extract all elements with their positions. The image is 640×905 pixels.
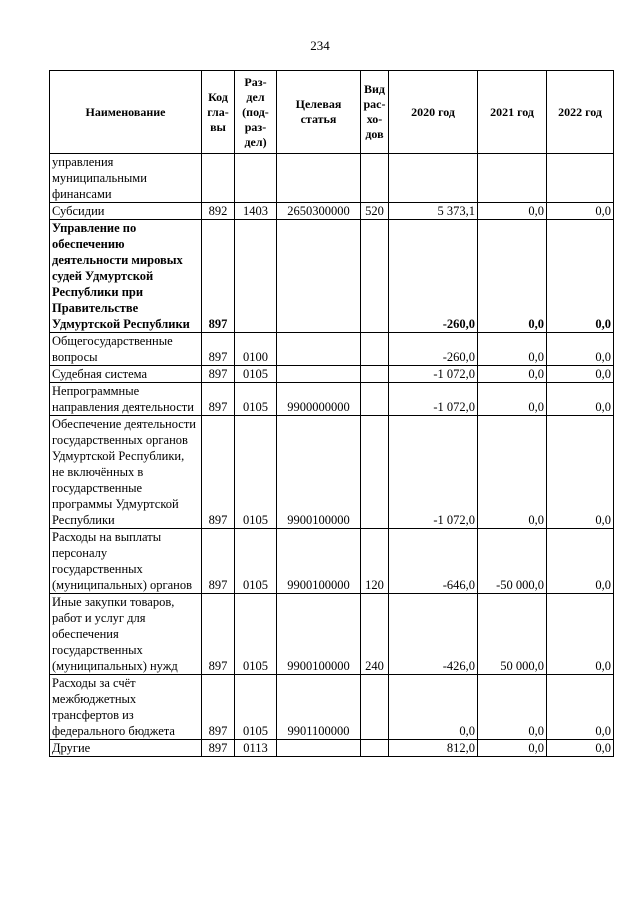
row-section-code: 0105	[235, 594, 277, 675]
row-chapter-code: 897	[202, 675, 235, 740]
row-target-article	[277, 154, 361, 203]
row-name: Непрограммные направления деятельности	[50, 383, 202, 416]
row-chapter-code: 897	[202, 740, 235, 757]
row-name: Субсидии	[50, 203, 202, 220]
row-target-article: 9900100000	[277, 594, 361, 675]
row-amount-2020: -1 072,0	[389, 416, 478, 529]
row-amount-2021: 0,0	[478, 203, 547, 220]
row-chapter-code: 897	[202, 594, 235, 675]
row-amount-2022: 0,0	[547, 740, 614, 757]
header-year-2020: 2020 год	[389, 71, 478, 154]
row-amount-2021: 0,0	[478, 675, 547, 740]
row-amount-2020: -1 072,0	[389, 383, 478, 416]
row-section-code: 0105	[235, 416, 277, 529]
row-amount-2021	[478, 154, 547, 203]
row-amount-2022: 0,0	[547, 366, 614, 383]
page-number: 234	[310, 38, 330, 53]
table-row	[50, 220, 614, 333]
row-amount-2022	[547, 154, 614, 203]
row-section-code: 1403	[235, 203, 277, 220]
row-expense-type	[361, 154, 389, 203]
table-row	[50, 740, 614, 757]
row-amount-2020: 5 373,1	[389, 203, 478, 220]
row-amount-2021: -50 000,0	[478, 529, 547, 594]
row-name: Судебная система	[50, 366, 202, 383]
row-amount-2021: 0,0	[478, 416, 547, 529]
row-chapter-code: 897	[202, 416, 235, 529]
table-row	[50, 416, 614, 529]
row-name: управления муниципальными финансами	[50, 154, 202, 203]
row-chapter-code: 892	[202, 203, 235, 220]
row-amount-2022: 0,0	[547, 416, 614, 529]
budget-table	[49, 70, 614, 757]
row-name: Обеспечение деятельности государственных органов Удмуртской Республики, не включённых в государственные программы Удмуртской Республики	[50, 416, 202, 529]
table-row	[50, 675, 614, 740]
row-target-article	[277, 366, 361, 383]
header-expense-type: Вид рас-хо-дов	[361, 71, 389, 154]
row-target-article: 9901100000	[277, 675, 361, 740]
row-section-code: 0105	[235, 529, 277, 594]
row-expense-type: 520	[361, 203, 389, 220]
row-chapter-code: 897	[202, 529, 235, 594]
row-amount-2022: 0,0	[547, 383, 614, 416]
row-chapter-code: 897	[202, 220, 235, 333]
table-row	[50, 333, 614, 366]
row-section-code: 0105	[235, 383, 277, 416]
row-chapter-code: 897	[202, 383, 235, 416]
row-amount-2020: -260,0	[389, 333, 478, 366]
row-amount-2021: 0,0	[478, 366, 547, 383]
table-row	[50, 203, 614, 220]
row-amount-2022: 0,0	[547, 203, 614, 220]
row-amount-2021: 50 000,0	[478, 594, 547, 675]
header-year-2022: 2022 год	[547, 71, 614, 154]
header-year-2021: 2021 год	[478, 71, 547, 154]
row-name: Иные закупки товаров, работ и услуг для обеспечения государственных (муниципальных) нужд	[50, 594, 202, 675]
row-amount-2020: 0,0	[389, 675, 478, 740]
row-amount-2020: -426,0	[389, 594, 478, 675]
row-expense-type	[361, 740, 389, 757]
table-row	[50, 529, 614, 594]
row-amount-2022: 0,0	[547, 675, 614, 740]
row-section-code: 0100	[235, 333, 277, 366]
row-amount-2020	[389, 154, 478, 203]
row-name: Расходы на выплаты персоналу государственных (муниципальных) органов	[50, 529, 202, 594]
row-expense-type	[361, 675, 389, 740]
row-expense-type	[361, 333, 389, 366]
row-expense-type	[361, 220, 389, 333]
row-amount-2022: 0,0	[547, 220, 614, 333]
row-expense-type: 240	[361, 594, 389, 675]
row-amount-2021: 0,0	[478, 333, 547, 366]
header-name: Наименование	[50, 71, 202, 154]
header-target-article: Целевая статья	[277, 71, 361, 154]
row-amount-2021: 0,0	[478, 740, 547, 757]
header-section-code: Раз-дел (под-раз-дел)	[235, 71, 277, 154]
row-amount-2020: -1 072,0	[389, 366, 478, 383]
row-section-code	[235, 154, 277, 203]
row-expense-type: 120	[361, 529, 389, 594]
row-section-code: 0105	[235, 675, 277, 740]
row-section-code: 0113	[235, 740, 277, 757]
row-target-article: 9900000000	[277, 383, 361, 416]
row-target-article	[277, 740, 361, 757]
row-amount-2020: -646,0	[389, 529, 478, 594]
row-target-article: 9900100000	[277, 416, 361, 529]
row-expense-type	[361, 416, 389, 529]
row-target-article	[277, 333, 361, 366]
row-amount-2022: 0,0	[547, 333, 614, 366]
row-section-code: 0105	[235, 366, 277, 383]
table-header-row	[50, 71, 614, 154]
row-section-code	[235, 220, 277, 333]
table-row	[50, 366, 614, 383]
row-target-article	[277, 220, 361, 333]
row-target-article: 9900100000	[277, 529, 361, 594]
row-amount-2021: 0,0	[478, 383, 547, 416]
row-name: Общегосударственные вопросы	[50, 333, 202, 366]
row-name: Другие	[50, 740, 202, 757]
row-name: Расходы за счёт межбюджетных трансфертов из федерального бюджета	[50, 675, 202, 740]
row-amount-2020: -260,0	[389, 220, 478, 333]
row-chapter-code: 897	[202, 333, 235, 366]
row-chapter-code: 897	[202, 366, 235, 383]
row-target-article: 2650300000	[277, 203, 361, 220]
row-expense-type	[361, 383, 389, 416]
row-amount-2021: 0,0	[478, 220, 547, 333]
row-amount-2022: 0,0	[547, 594, 614, 675]
table-row	[50, 594, 614, 675]
table-row	[50, 154, 614, 203]
header-chapter-code: Код гла-вы	[202, 71, 235, 154]
row-chapter-code	[202, 154, 235, 203]
row-name: Управление по обеспечению деятельности мировых судей Удмуртской Республики при Правительстве Удмуртской Республики	[50, 220, 202, 333]
row-expense-type	[361, 366, 389, 383]
row-amount-2020: 812,0	[389, 740, 478, 757]
table-row	[50, 383, 614, 416]
row-amount-2022: 0,0	[547, 529, 614, 594]
